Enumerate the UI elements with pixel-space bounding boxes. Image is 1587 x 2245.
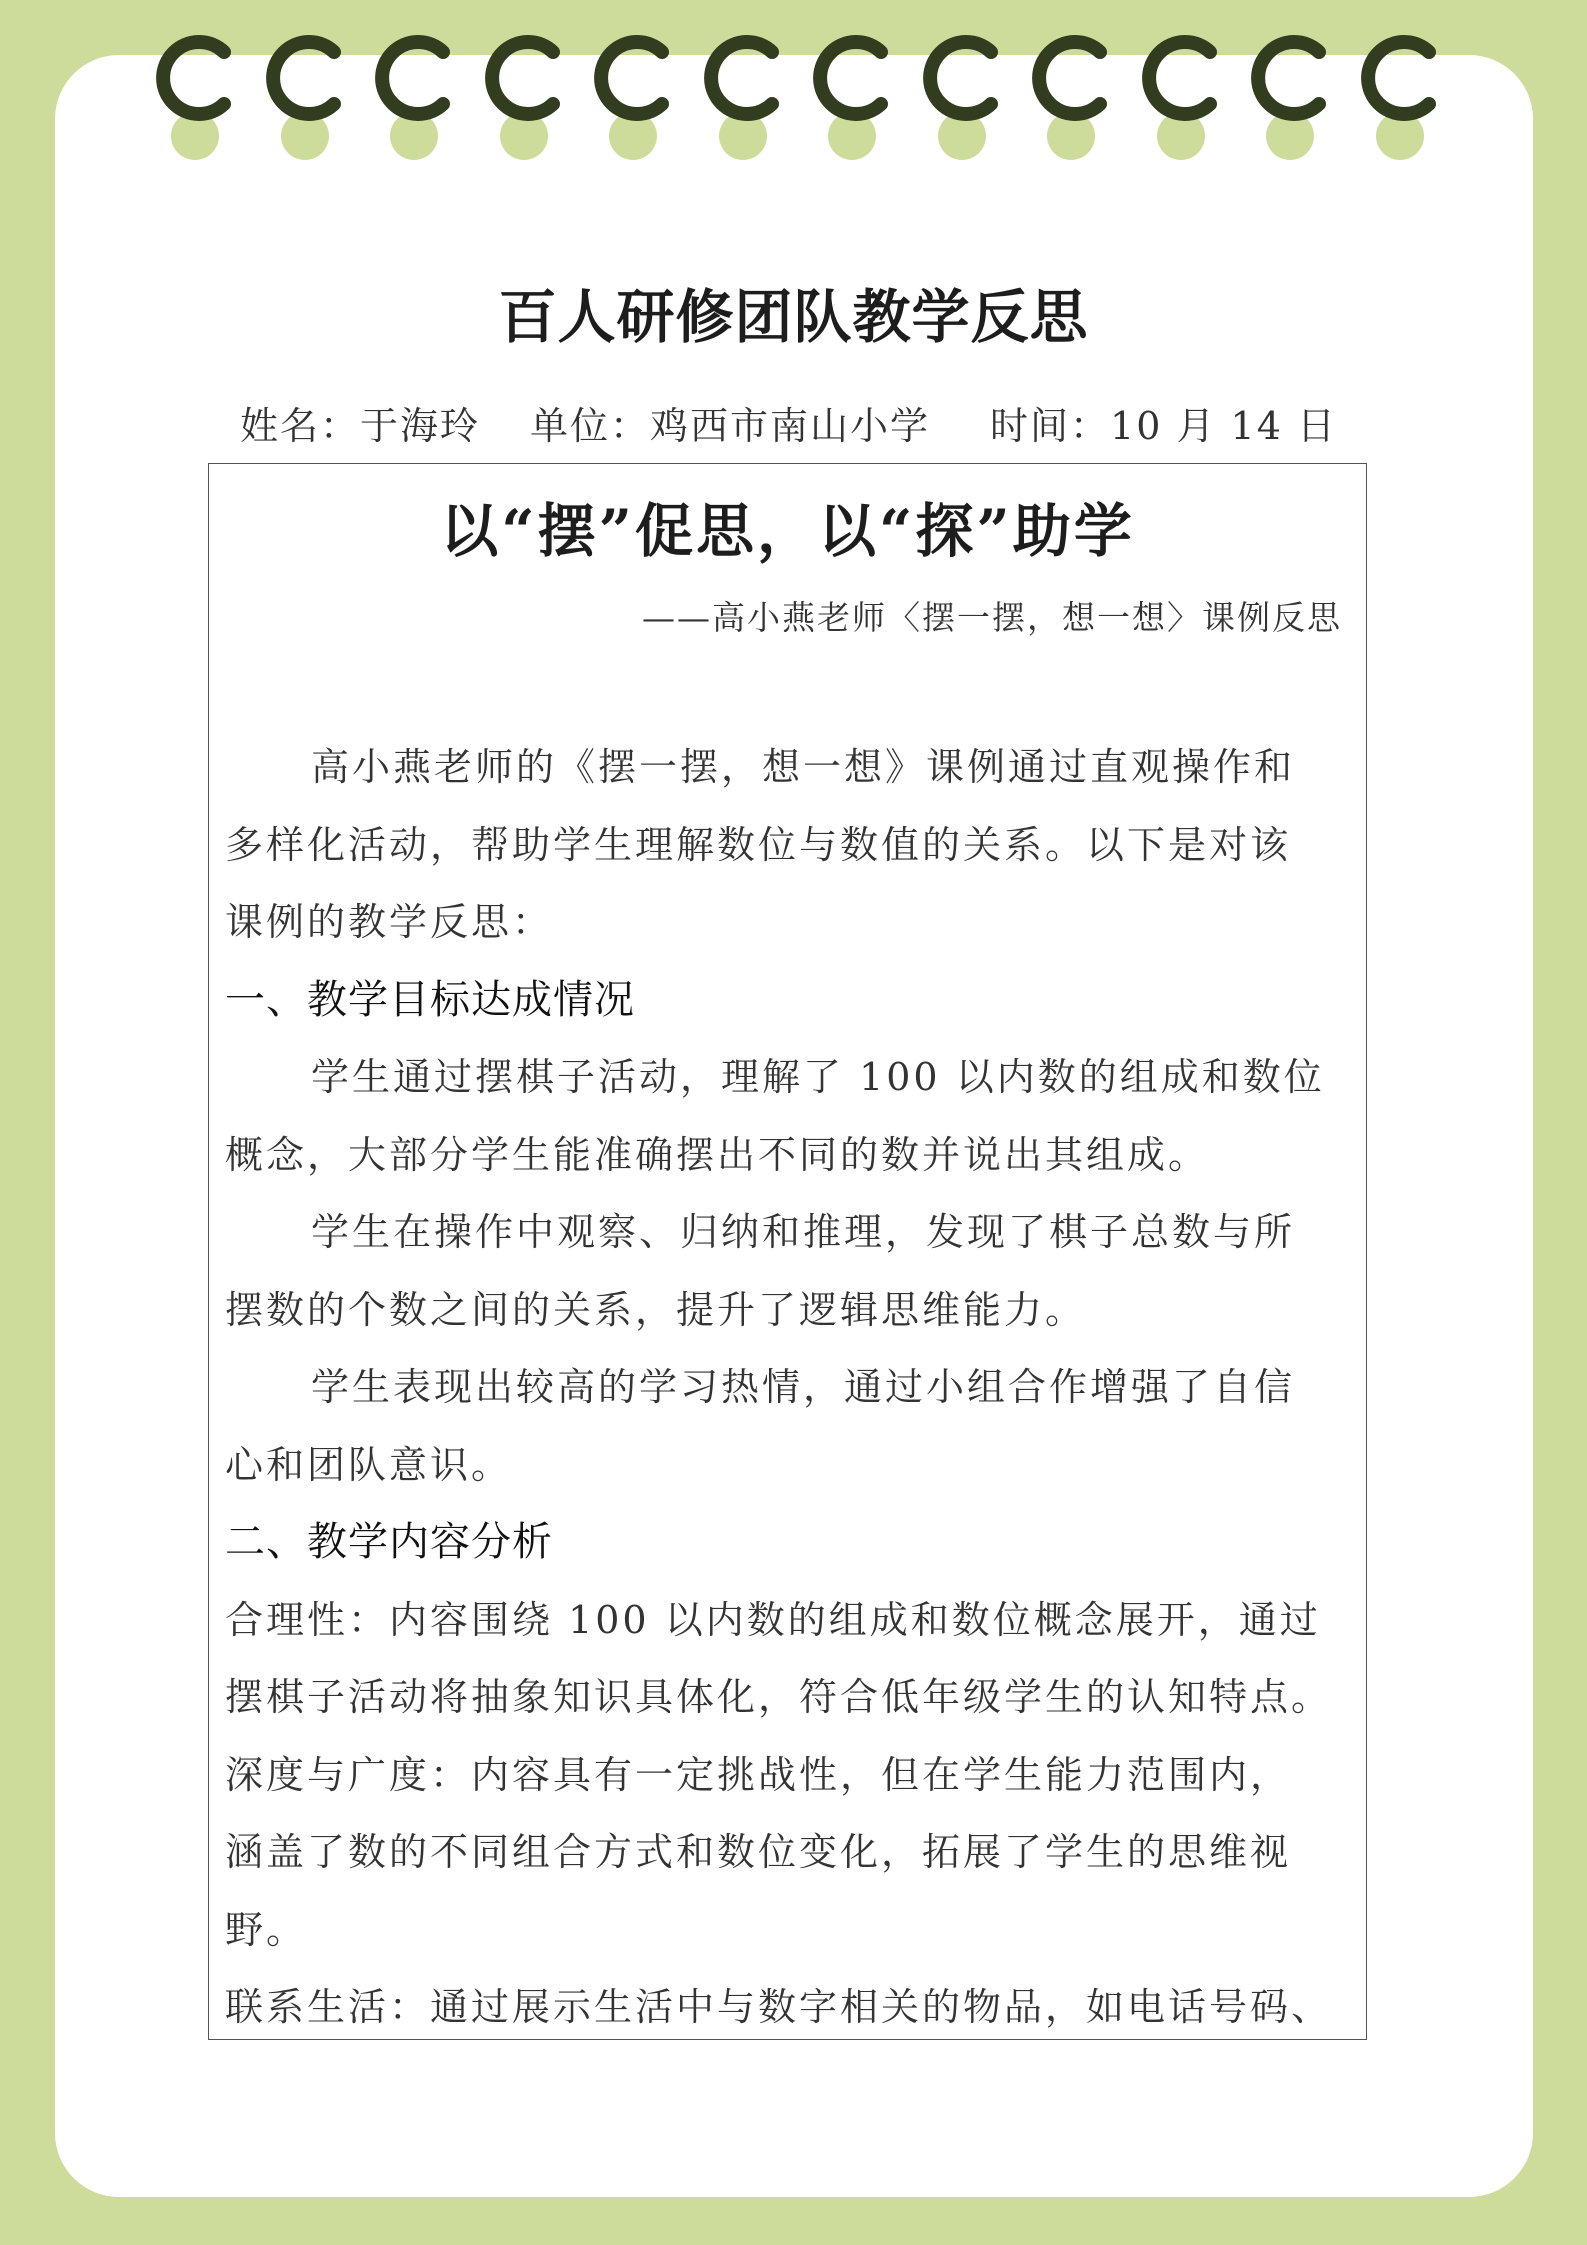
section-heading-goals: 一、教学目标达成情况 (225, 976, 635, 1023)
paragraph-line: 概念，大部分学生能准确摆出不同的数并说出其组成。 (225, 1132, 1210, 1177)
spiral-binding (0, 0, 1587, 170)
binding-ring-icon (140, 22, 250, 132)
binding-ring-icon (1126, 22, 1236, 132)
paragraph-line: 联系生活：通过展示生活中与数字相关的物品，如电话号码、 (225, 1985, 1333, 2029)
binding-ring-icon (1235, 22, 1345, 132)
binding-ring-icon (250, 22, 360, 132)
paragraph-line: 学生在操作中观察、归纳和推理，发现了棋子总数与所 (311, 1210, 1296, 1254)
paragraph-line: 摆棋子活动将抽象知识具体化，符合低年级学生的认知特点。 (225, 1675, 1333, 1719)
binding-ring-icon (688, 22, 798, 132)
paragraph-line: 合理性：内容围绕 100 以内数的组成和数位概念展开，通过 (225, 1597, 1321, 1642)
binding-ring-icon (1345, 22, 1455, 132)
article-subtitle: ——高小燕老师〈摆一摆，想一想〉课例反思 (642, 598, 1342, 637)
document-title: 百人研修团队教学反思 (498, 283, 1089, 351)
author-unit: 单位：鸡西市南山小学 (530, 404, 931, 448)
intro-line: 课例的教学反思： (225, 900, 554, 944)
paragraph-line: 学生通过摆棋子活动，理解了 100 以内数的组成和数位 (311, 1055, 1325, 1099)
intro-line: 高小燕老师的《摆一摆，想一想》课例通过直观操作和 (311, 745, 1296, 789)
section-heading-content: 二、教学内容分析 (225, 1519, 553, 1565)
binding-ring-icon (1016, 22, 1126, 132)
binding-ring-icon (359, 22, 469, 132)
paragraph-line: 心和团队意识。 (225, 1442, 513, 1487)
binding-ring-icon (797, 22, 907, 132)
paragraph-line: 涵盖了数的不同组合方式和数位变化，拓展了学生的思维视 (225, 1830, 1292, 1874)
author-name: 姓名：于海玲 (240, 404, 481, 448)
paragraph-line: 学生表现出较高的学习热情，通过小组合作增强了自信 (311, 1365, 1296, 1409)
author-date: 时间：10 月 14 日 (990, 404, 1337, 448)
intro-line: 多样化活动，帮助学生理解数位与数值的关系。以下是对该 (225, 822, 1292, 867)
article-title: 以“摆”促思，以“探”助学 (440, 497, 1135, 565)
reflection-box (208, 463, 1367, 2040)
binding-ring-icon (907, 22, 1017, 132)
author-info (240, 395, 1337, 450)
paragraph-line: 摆数的个数之间的关系，提升了逻辑思维能力。 (225, 1287, 1087, 1332)
paragraph-line: 深度与广度：内容具有一定挑战性，但在学生能力范围内， (225, 1752, 1292, 1797)
binding-ring-icon (469, 22, 579, 132)
binding-ring-icon (578, 22, 688, 132)
paragraph-line: 野。 (225, 1907, 308, 1952)
article-body (225, 729, 1355, 2047)
